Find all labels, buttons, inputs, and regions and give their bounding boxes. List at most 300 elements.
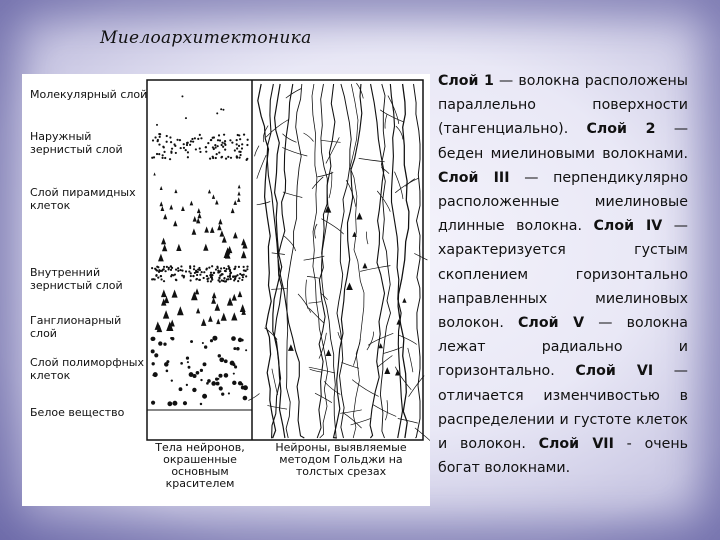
cell-body (238, 145, 240, 147)
cell-body (176, 139, 178, 141)
cell-body (232, 381, 236, 385)
cell-body (212, 156, 214, 158)
pyramidal-cell (219, 230, 224, 236)
cell-body (236, 347, 240, 351)
cell-body (226, 278, 228, 280)
cell-body (245, 275, 247, 277)
cell-body (210, 272, 212, 274)
cell-body (152, 374, 154, 376)
cell-body (197, 271, 199, 273)
cell-body (193, 268, 195, 270)
cell-body (220, 108, 222, 110)
cell-body (228, 268, 230, 270)
layer-6-heading: Слой VI (575, 363, 654, 380)
neuron-fiber (272, 369, 278, 395)
layer-1-heading: Слой 1 (438, 73, 494, 89)
pyramidal-cell (227, 297, 233, 305)
pyramidal-cell (158, 254, 164, 262)
neuron-fiber (378, 356, 393, 368)
neuron-fiber (385, 400, 387, 420)
cell-body (188, 270, 190, 272)
pyramidal-cell (195, 288, 200, 294)
neuron-fiber (384, 347, 403, 354)
pyramidal-cell (196, 218, 200, 224)
cell-body (203, 277, 205, 279)
pyramidal-cell (201, 319, 207, 326)
neuron-fiber (286, 89, 302, 99)
pyramidal-cell (215, 200, 219, 205)
neuron-fiber (309, 308, 324, 323)
cell-body (179, 387, 183, 391)
cell-body (213, 136, 215, 138)
cell-body (220, 267, 222, 269)
cell-body (190, 275, 192, 277)
golgi-soma (326, 349, 332, 356)
neuron-fiber (409, 376, 425, 397)
cell-body (198, 267, 200, 269)
cell-body (183, 147, 185, 149)
pyramidal-cell (208, 316, 213, 322)
cell-body (218, 374, 222, 378)
golgi-soma (288, 344, 294, 351)
neuron-fiber (350, 84, 364, 438)
pyramidal-cell (155, 321, 161, 329)
cell-body (227, 265, 229, 267)
label-inner-granular-layer: Внутренний зернистый слой (30, 266, 123, 292)
cell-body (229, 272, 231, 274)
cell-body (206, 278, 208, 280)
cell-body (206, 275, 208, 277)
neuron-fiber (248, 394, 259, 401)
cell-body (237, 134, 239, 136)
cell-body (199, 134, 201, 136)
layer-5-heading: Слой V (518, 315, 585, 332)
cell-body (218, 354, 221, 357)
cell-body (187, 151, 189, 153)
pyramidal-cell (231, 208, 235, 213)
pyramidal-cell (169, 204, 173, 209)
cell-body (246, 268, 248, 270)
cell-body (156, 153, 158, 155)
pyramidal-cell (172, 289, 178, 297)
cell-body (159, 136, 161, 138)
pyramidal-cell (212, 194, 215, 198)
cell-body (224, 140, 226, 142)
cell-body (241, 274, 243, 276)
cell-body (246, 265, 248, 267)
cell-body (207, 379, 211, 383)
cell-body (216, 382, 220, 386)
pyramidal-cell (232, 294, 237, 301)
cell-body (163, 151, 165, 153)
cell-body (169, 136, 171, 138)
cell-body (224, 373, 229, 378)
cell-body (198, 279, 200, 281)
neuron-fiber (312, 177, 323, 189)
cell-body (196, 274, 198, 276)
cell-body (219, 357, 224, 362)
cell-body (241, 147, 243, 149)
cell-body (151, 349, 155, 353)
cell-body (233, 347, 236, 350)
cell-body (151, 401, 155, 405)
cell-body (152, 139, 154, 141)
cell-body (214, 144, 216, 146)
neuron-fiber (317, 84, 335, 438)
neuron-fiber (283, 192, 302, 198)
cell-body (223, 277, 225, 279)
cell-body (163, 343, 166, 346)
cell-body (230, 157, 232, 159)
pyramidal-cell (197, 213, 201, 218)
cell-body (205, 146, 207, 148)
pyramidal-cell (222, 236, 227, 243)
pyramidal-cell (238, 291, 243, 297)
neuron-fiber (309, 302, 322, 304)
neuron-fiber (283, 134, 297, 143)
pyramidal-cell (193, 216, 197, 222)
cell-body (164, 362, 169, 367)
cell-body (186, 356, 189, 359)
cell-body (239, 138, 241, 140)
cell-body (227, 275, 229, 277)
cell-body (233, 279, 235, 281)
cell-body (189, 267, 191, 269)
cell-body (159, 342, 161, 344)
neuron-fiber (367, 332, 374, 351)
cell-body (217, 269, 219, 271)
cell-body (230, 361, 235, 366)
cell-body (162, 269, 164, 271)
cell-body (190, 340, 193, 343)
cell-body (171, 267, 173, 269)
cell-body (157, 266, 159, 268)
cell-body (181, 95, 183, 97)
cell-body (185, 117, 187, 119)
cell-body (213, 272, 215, 274)
cell-body (236, 147, 238, 149)
cell-body (192, 275, 194, 277)
layer-6-text: — отличается изменчивостью в распределении и густоте клеток и волокон. (438, 363, 688, 453)
label-polymorphic-layer: Слой полиморфных клеток (30, 356, 144, 382)
cell-body (215, 157, 217, 159)
neuron-fiber (307, 276, 319, 278)
cell-body (224, 142, 226, 144)
figure-border (147, 80, 423, 440)
cell-body (202, 394, 207, 399)
layer-7-text: - очень богат волокнами. (438, 436, 688, 477)
cell-body (187, 361, 189, 363)
pyramidal-cell (163, 310, 169, 319)
neuron-fiber (343, 412, 362, 428)
cell-body (193, 265, 195, 267)
cell-body (242, 276, 244, 278)
pyramidal-cell (196, 308, 200, 314)
cell-body (234, 275, 236, 277)
golgi-soma (356, 212, 362, 219)
cell-body (153, 156, 155, 158)
neuron-fiber (395, 172, 404, 199)
cell-body (221, 273, 223, 275)
neuron-fiber (317, 173, 333, 177)
cell-body (152, 278, 154, 280)
cell-body (236, 139, 238, 141)
pyramidal-cell (216, 319, 220, 325)
cell-body (170, 141, 172, 143)
cell-body (175, 152, 177, 154)
cell-body (225, 268, 227, 270)
cell-body (202, 342, 204, 344)
cell-body (171, 274, 173, 276)
pyramidal-cell (237, 197, 240, 202)
cell-body (195, 148, 197, 150)
cell-body (245, 270, 247, 272)
neuron-fiber (271, 288, 287, 289)
cell-body (215, 146, 217, 148)
cell-body (216, 153, 218, 155)
cell-body (162, 146, 164, 148)
cell-body (210, 280, 212, 282)
cell-body (197, 138, 199, 140)
cell-body (174, 145, 176, 147)
pyramidal-cell (212, 292, 217, 298)
cell-body (205, 268, 207, 270)
cell-body (163, 266, 165, 268)
cell-body (239, 154, 241, 156)
cell-body (241, 386, 245, 390)
cell-body (218, 151, 220, 153)
neuron-fiber (315, 224, 317, 238)
neuron-fiber (315, 393, 332, 403)
cell-body (170, 150, 172, 152)
cell-body (156, 269, 158, 271)
cell-body (211, 277, 213, 279)
cell-body (209, 157, 211, 159)
cell-body (154, 136, 156, 138)
cell-body (224, 149, 226, 151)
cell-body (179, 269, 181, 271)
cell-body (223, 267, 225, 269)
cell-body (166, 370, 169, 373)
cell-body (228, 392, 230, 394)
cell-body (215, 377, 218, 380)
cell-body (166, 135, 168, 137)
cell-body (154, 353, 158, 357)
cell-body (156, 124, 158, 126)
cell-body (186, 144, 188, 146)
cell-body (152, 362, 155, 365)
cell-body (186, 384, 188, 386)
cell-body (219, 386, 223, 390)
cell-body (160, 278, 162, 280)
pyramidal-cell (233, 200, 237, 205)
cell-body (243, 266, 245, 268)
cell-body (234, 268, 236, 270)
cell-body (199, 269, 201, 271)
cell-body (159, 133, 161, 135)
cell-body (201, 271, 203, 273)
cell-body (223, 134, 225, 136)
cell-body (181, 270, 183, 272)
cell-body (183, 275, 185, 277)
cell-body (234, 365, 237, 368)
layer-3-heading: Слой III (438, 169, 510, 186)
cell-body (200, 379, 202, 381)
cell-body (225, 157, 227, 159)
pyramidal-cell (162, 244, 167, 251)
cell-body (211, 265, 213, 267)
pyramidal-cell (231, 312, 237, 320)
neuron-fiber (257, 202, 271, 205)
cell-body (207, 142, 209, 144)
cell-body (219, 270, 221, 272)
neuron-fiber (380, 84, 390, 438)
cell-body (171, 148, 173, 150)
label-ganglionic-layer: Ганглионарный слой (30, 314, 122, 340)
label-outer-granular-layer: Наружный зернистый слой (30, 130, 123, 156)
neuron-fiber (255, 146, 259, 157)
cell-body (231, 336, 236, 341)
cell-body (170, 269, 172, 271)
pyramidal-cell (233, 232, 238, 239)
cell-body (180, 362, 183, 365)
cell-body (199, 274, 201, 276)
neuron-fiber (370, 84, 384, 438)
cell-body (166, 266, 168, 268)
cell-body (222, 109, 224, 111)
pyramidal-cell (237, 191, 240, 195)
cell-body (200, 369, 203, 372)
layer-5-text: — волокна лежат радиально и горизонтально. (438, 315, 688, 380)
neuron-fiber (321, 219, 343, 234)
cell-bodies-column (150, 95, 248, 406)
cell-body (200, 137, 202, 139)
cell-body (243, 396, 248, 401)
cell-body (211, 274, 213, 276)
cell-body (212, 146, 214, 148)
layer-4-heading: Слой IV (593, 218, 663, 235)
layer-3-text: — перпендикулярно расположенные миелиновые длинные волокна. (438, 169, 688, 235)
neuron-fiber (342, 362, 359, 368)
neuron-fiber (312, 84, 328, 438)
cell-body (231, 142, 233, 144)
golgi-soma (402, 298, 406, 303)
neuron-fiber (373, 405, 396, 417)
cell-body (151, 337, 155, 341)
cell-body (193, 374, 197, 378)
cell-body (211, 381, 216, 386)
layer-2-text: — беден миелиновыми волокнами. (438, 121, 689, 162)
cell-body (221, 393, 224, 396)
pyramidal-cell (160, 186, 163, 190)
cell-body (160, 275, 162, 277)
neuron-fiber (385, 114, 387, 129)
layer-4-text: — характеризуется густым скоплением горизонтально направленных миелиновых волокон. (438, 218, 688, 332)
pyramidal-cell (240, 304, 246, 312)
cell-body (191, 138, 193, 140)
cell-body (234, 149, 236, 151)
pyramidal-cell (153, 172, 155, 175)
cell-body (157, 139, 159, 141)
cell-body (195, 278, 197, 280)
cell-body (203, 362, 207, 366)
cell-body (221, 144, 223, 146)
cell-body (190, 279, 192, 281)
pyramidal-cell (161, 238, 166, 245)
cell-body (171, 337, 174, 340)
cell-body (210, 339, 213, 342)
pyramidal-cell (181, 206, 185, 211)
cell-body (167, 401, 172, 406)
cell-body (177, 270, 179, 272)
cell-body (194, 272, 196, 274)
cell-body (199, 147, 201, 149)
cell-body (190, 140, 192, 142)
cell-body (199, 151, 201, 153)
cell-body (234, 266, 236, 268)
layer-2-heading: Слой 2 (586, 121, 656, 138)
cell-body (233, 373, 235, 375)
cell-body (247, 139, 249, 141)
cell-body (210, 139, 212, 141)
cell-body (192, 141, 194, 143)
layers-description (438, 69, 688, 480)
cell-body (205, 151, 207, 153)
layer-labels (22, 74, 148, 506)
golgi-soma (346, 282, 353, 290)
cell-body (175, 268, 177, 270)
pyramidal-cell (161, 289, 167, 297)
cell-body (203, 271, 205, 273)
cell-body (188, 366, 191, 369)
cell-body (192, 388, 196, 392)
label-white-matter: Белое вещество (30, 406, 125, 419)
pyramidal-cell (215, 303, 221, 310)
cell-body (169, 158, 171, 160)
cell-body (216, 112, 218, 114)
neuron-fiber (282, 147, 307, 156)
cell-body (229, 139, 231, 141)
cell-body (204, 345, 207, 348)
pyramidal-cell (176, 244, 181, 251)
cell-body (221, 142, 223, 144)
cell-body (164, 157, 166, 159)
label-molecular-layer: Молекулярный слой (30, 88, 148, 101)
cell-body (241, 279, 243, 281)
pyramidal-cell (208, 189, 211, 193)
pyramidal-cell (163, 214, 167, 220)
neuron-fiber (390, 84, 402, 438)
cell-body (174, 273, 176, 275)
neuron-fiber (366, 232, 368, 245)
pyramidal-cell (203, 244, 208, 251)
cell-body (241, 339, 244, 342)
cell-body (175, 279, 177, 281)
cell-body (229, 276, 231, 278)
cell-body (168, 267, 170, 269)
neuron-fiber (257, 155, 266, 179)
cell-body (158, 143, 160, 145)
cell-body (220, 156, 222, 158)
cell-body (158, 271, 160, 273)
cell-body (200, 403, 202, 405)
cell-body (180, 265, 182, 267)
cell-body (241, 383, 243, 385)
pyramidal-cell (217, 224, 222, 230)
cell-body (183, 401, 187, 405)
cell-body (236, 143, 238, 145)
cell-body (238, 151, 240, 153)
